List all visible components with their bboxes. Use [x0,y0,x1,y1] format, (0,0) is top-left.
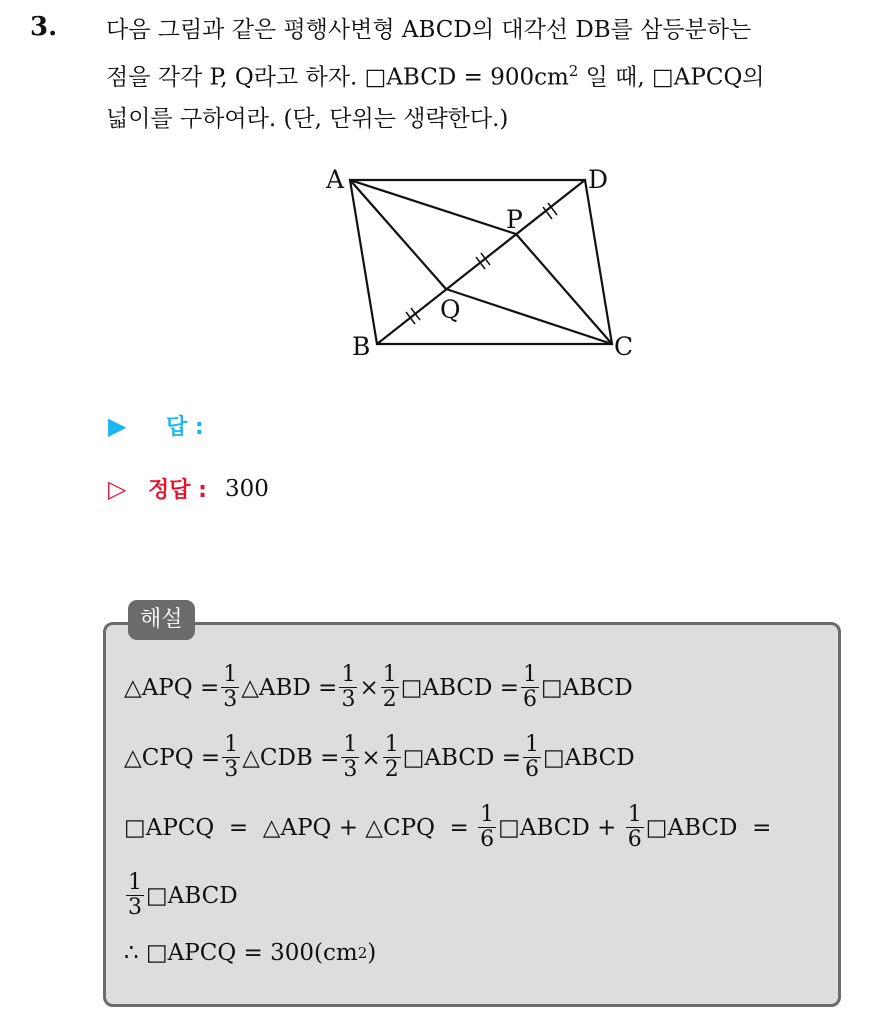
label-C: C [614,332,634,361]
label-B: B [352,332,371,361]
correct-answer-label: 정답 : [148,478,207,503]
parallelogram-figure [300,150,660,380]
solution-line-4: $\frac{1}{3}$ □ABCD [128,870,238,920]
correct-answer-row [108,473,269,504]
correct-answer-value: 300 [224,475,269,502]
label-D: D [588,165,609,194]
diagonal-DB [377,180,585,344]
fraction: $\frac{1}{6}$ [525,732,539,782]
fraction: $\frac{1}{3}$ [224,732,239,782]
fraction: $\frac{1}{6}$ [627,802,642,852]
solution-tab: 해설 [128,600,195,640]
fraction: $\frac{1}{6}$ [480,802,495,852]
fraction: $\frac{1}{3}$ [343,732,358,782]
question-line-2 [106,51,866,99]
solution-line-5: ∴ □APCQ = 300(cm 2 ) [124,940,377,966]
question-number: 3. [30,12,58,42]
answer-label: 답 : [166,415,204,440]
solution-line-3: □APCQ = △APQ + △CPQ = $\frac{1}{6}$ □ABCD + $\frac{1}{6}$ □ABCD = [124,802,772,852]
question-line-3: 넓이를 구하여라. (단, 단위는 생략한다.) [106,105,509,132]
solution-line-1: △APQ = $\frac{1}{3}$ △ABD = $\frac{1}{3}$ × $\frac{1}{2}$ □ABCD = $\frac{1}{6}$ □ABCD [124,662,633,712]
question-line-2a: 점을 각각 P, Q라고 하자. □ABCD = 900cm [106,64,569,91]
fraction: $\frac{1}{6}$ [523,662,538,712]
fraction: $\frac{1}{3}$ [223,662,238,712]
question-line-2b: 일 때, □APCQ의 [578,64,765,91]
question-text [106,10,866,140]
fraction: $\frac{1}{3}$ [128,870,142,920]
solution-line-2: △CPQ = $\frac{1}{3}$ △CDB = $\frac{1}{3}$ × $\frac{1}{2}$ □ABCD = $\frac{1}{6}$ □ABCD [124,732,635,782]
answer-row [108,410,204,441]
label-P: P [506,205,523,234]
play-triangle-icon: ▶ [108,411,127,440]
fraction: $\frac{1}{3}$ [341,662,356,712]
question-line-2-sup: 2 [568,62,579,80]
fraction: $\frac{1}{2}$ [382,662,397,712]
fraction: $\frac{1}{2}$ [384,732,399,782]
question-line-1: 다음 그림과 같은 평행사변형 ABCD의 대각선 DB를 삼등분하는 [106,17,752,43]
outline-triangle-icon: ▷ [108,474,127,503]
label-Q: Q [440,295,461,324]
label-A: A [326,165,345,194]
